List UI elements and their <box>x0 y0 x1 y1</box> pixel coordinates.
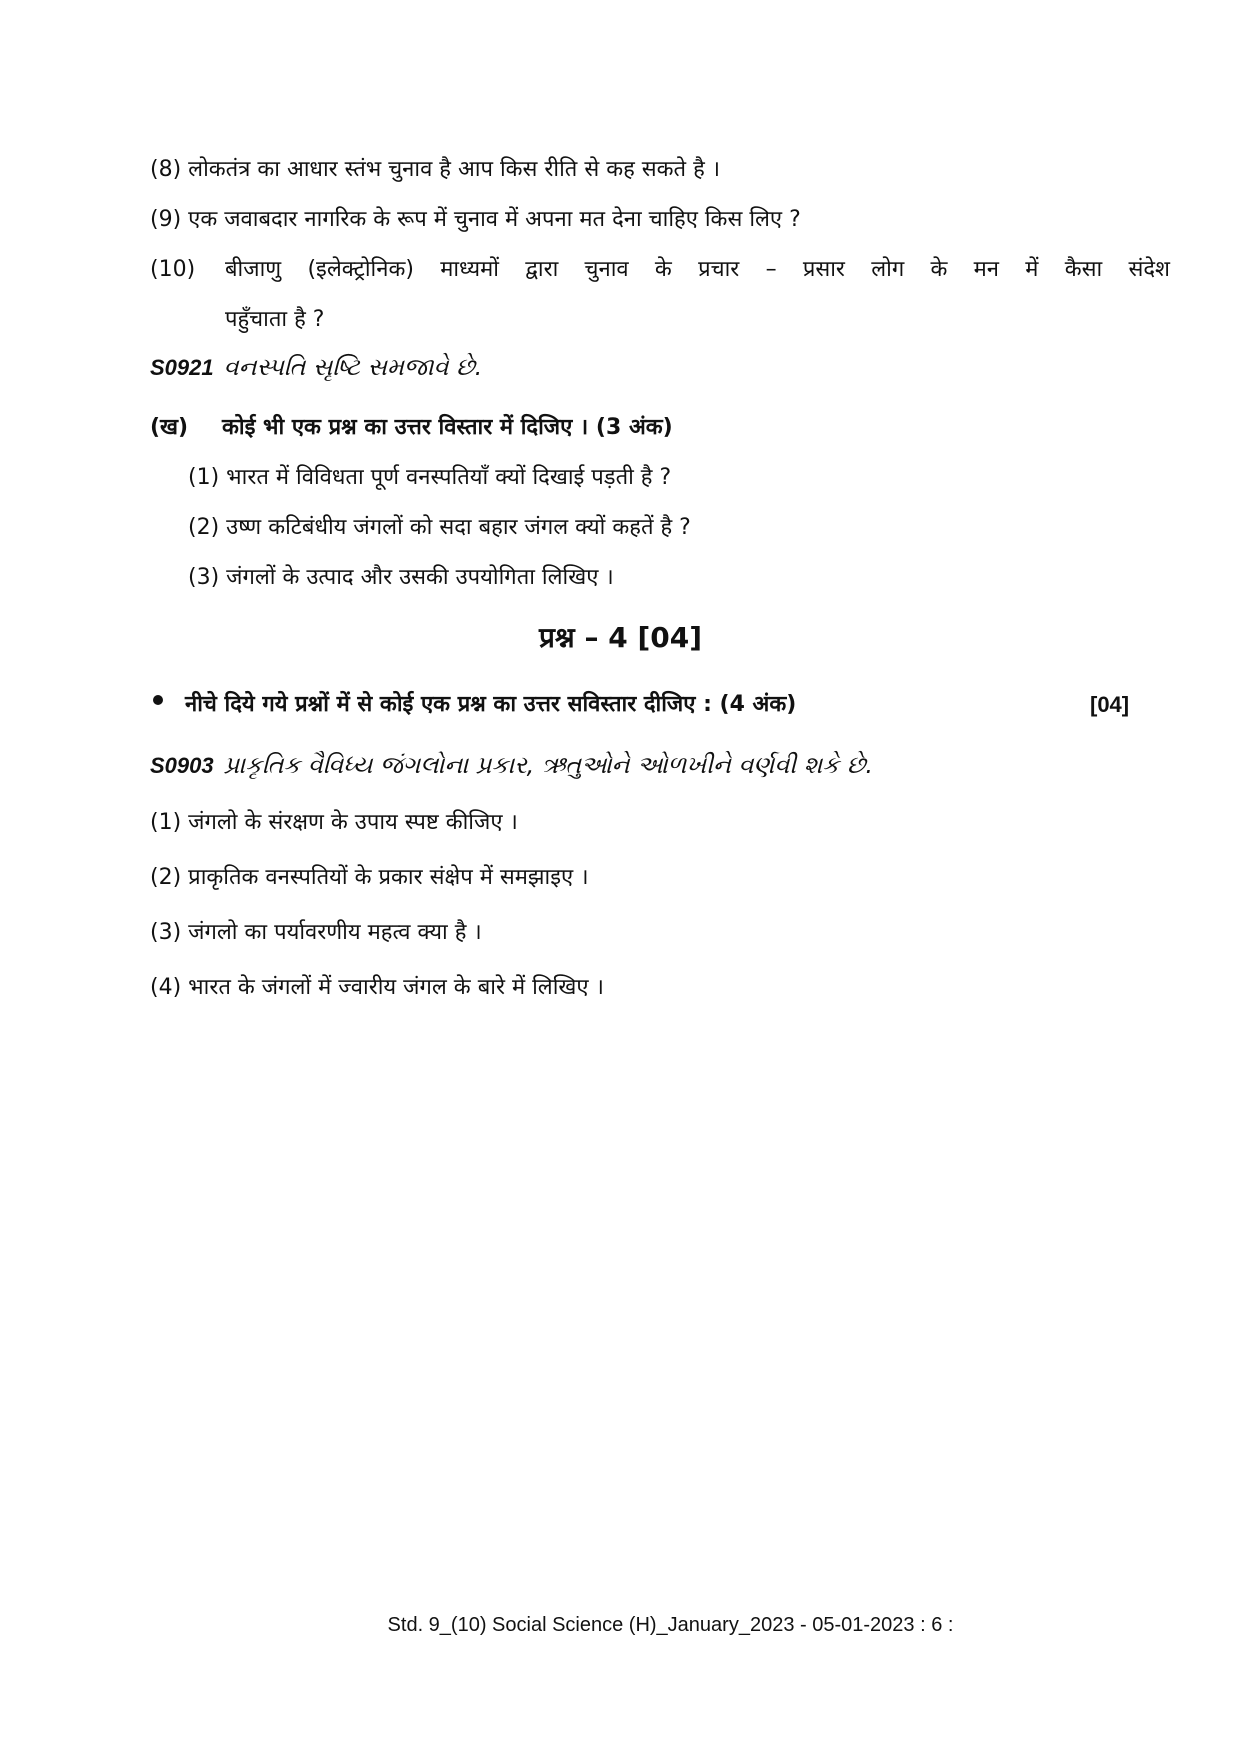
outcome-code: S0903 <box>150 753 214 778</box>
section-kha-item-1 <box>188 463 671 493</box>
item-number: (1) <box>150 810 182 835</box>
learning-outcome-s0921 <box>150 352 482 384</box>
question-10-text: बीजाणु (इलेक्ट्रोनिक) माध्यमों द्वारा चुनाव के प्रचार – प्रसार लोग के मन में कैसा संदेश <box>225 257 1170 282</box>
item-number: (4) <box>150 975 182 1000</box>
item-number: (3) <box>188 565 220 590</box>
question-10-number: (10) <box>150 257 196 282</box>
section-kha-instruction: कोई भी एक प्रश्न का उत्तर विस्तार में दिजिए । (3 अंक) <box>222 415 673 440</box>
question-text: एक जवाबदार नागरिक के रूप में चुनाव में अपना मत देना चाहिए किस लिए ? <box>188 207 801 232</box>
question-4-marks: [04] <box>1090 692 1130 717</box>
question-9 <box>150 205 801 235</box>
section-kha-item-2 <box>188 513 691 543</box>
item-text: जंगलो का पर्यावरणीय महत्व क्या है । <box>188 920 482 945</box>
section-kha-label: (ख) <box>150 415 189 440</box>
item-number: (2) <box>150 865 182 890</box>
question-4-instruction: नीचे दिये गये प्रश्नों में से कोई एक प्रश्न का उत्तर सविस्तार दीजिए : (4 अंक) <box>185 692 797 717</box>
item-number: (2) <box>188 515 220 540</box>
question-number: (8) <box>150 157 182 182</box>
item-text: भारत में विविधता पूर्ण वनस्पतियाँ क्यों दिखाई पड़ती है ? <box>226 465 672 490</box>
learning-outcome-s0903 <box>150 750 873 782</box>
question-4-item-3 <box>150 918 482 948</box>
question-4-heading: प्रश्न – 4 [04] <box>538 621 702 654</box>
outcome-text: વનસ્પતિ સૃષ્ટિ સમજાવે છે. <box>223 353 483 381</box>
item-text: प्राकृतिक वनस्पतियों के प्रकार संक्षेप में समझाइए । <box>188 865 589 890</box>
question-4-item-4 <box>150 973 604 1003</box>
section-kha-item-3 <box>188 563 614 593</box>
item-text: जंगलो के संरक्षण के उपाय स्पष्ट कीजिए । <box>188 810 518 835</box>
question-4-item-2 <box>150 863 589 893</box>
bullet-icon <box>153 695 163 705</box>
outcome-code: S0921 <box>150 355 214 380</box>
question-text: लोकतंत्र का आधार स्तंभ चुनाव है आप किस रीति से कह सकते है । <box>188 157 721 182</box>
item-number: (1) <box>188 465 220 490</box>
question-10-continuation: पहुँचाता है ? <box>225 307 325 332</box>
question-4-item-1 <box>150 808 518 838</box>
item-number: (3) <box>150 920 182 945</box>
question-8 <box>150 155 720 185</box>
outcome-text: પ્રાકૃતિક વૈવિધ્ય જંગલોના પ્રકાર, ઋતુઓને ઓળખીને વર્ણવી શકે છે. <box>223 751 874 779</box>
item-text: उष्ण कटिबंधीय जंगलों को सदा बहार जंगल क्यों कहतें है ? <box>226 515 691 540</box>
item-text: जंगलों के उत्पाद और उसकी उपयोगिता लिखिए । <box>226 565 614 590</box>
question-number: (9) <box>150 207 182 232</box>
item-text: भारत के जंगलों में ज्वारीय जंगल के बारे में लिखिए । <box>188 975 604 1000</box>
page-footer: Std. 9_(10) Social Science (H)_January_2023 - 05-01-2023 : 6 : <box>387 1614 954 1636</box>
